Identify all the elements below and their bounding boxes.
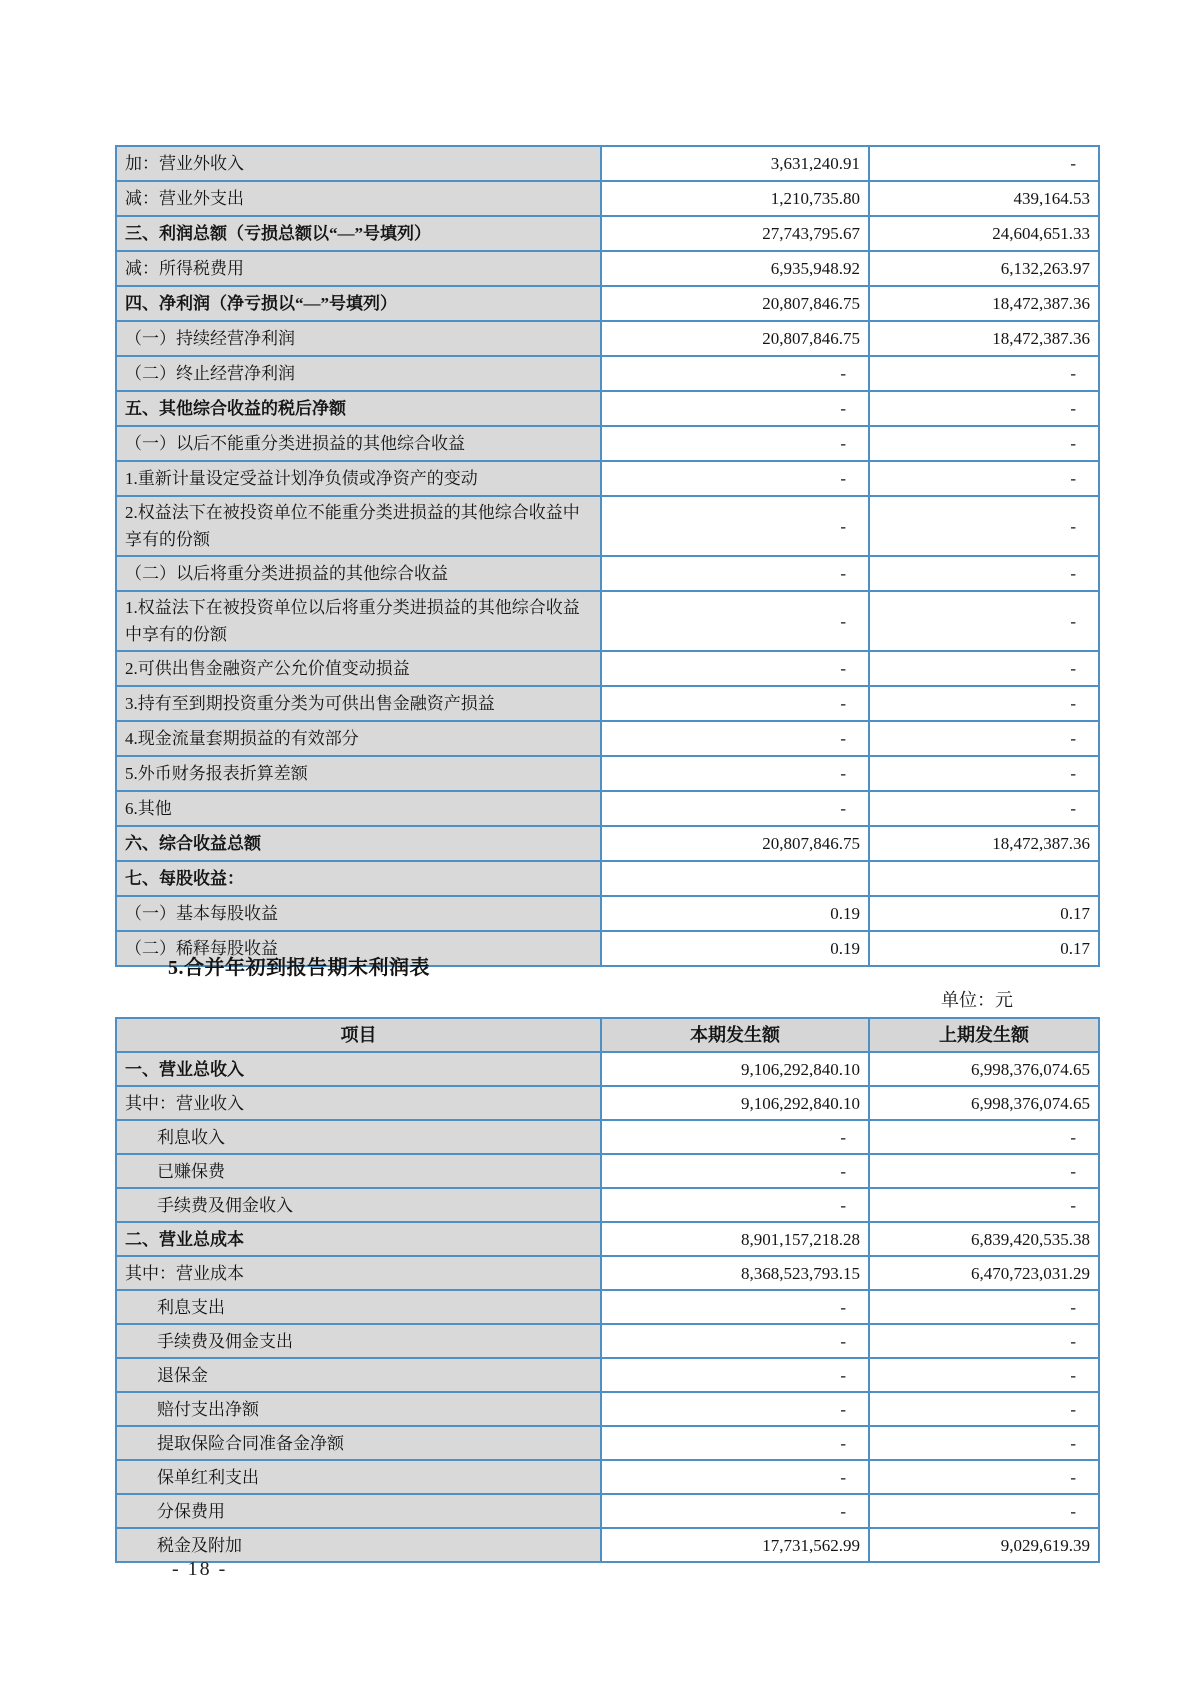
current-period-cell: 8,368,523,793.15 [601,1256,869,1290]
current-period-cell: 9,106,292,840.10 [601,1086,869,1120]
table-row [116,286,1099,321]
table-row [116,1426,1099,1460]
row-label-cell: 6.其他 [116,791,601,826]
current-period-cell: 17,731,562.99 [601,1528,869,1562]
table-row [116,461,1099,496]
row-label-cell: 3.持有至到期投资重分类为可供出售金融资产损益 [116,686,601,721]
table-row [116,1120,1099,1154]
current-period-cell: - [601,1494,869,1528]
current-period-cell [601,861,869,896]
row-label-cell: 六、综合收益总额 [116,826,601,861]
table-row [116,1358,1099,1392]
header-current-period: 本期发生额 [601,1018,869,1052]
current-period-cell: - [601,556,869,591]
current-period-cell: - [601,1290,869,1324]
table-row [116,356,1099,391]
current-period-cell: - [601,461,869,496]
row-label-cell: 提取保险合同准备金净额 [116,1426,601,1460]
table-row [116,1086,1099,1120]
row-label-cell: 减：营业外支出 [116,181,601,216]
current-period-cell: - [601,721,869,756]
row-label-cell: 七、每股收益： [116,861,601,896]
table-row [116,426,1099,461]
unit-label: 单位：元 [941,990,1013,1010]
row-label-cell: 手续费及佣金支出 [116,1324,601,1358]
income-statement-continued-table [115,145,1100,967]
current-period-cell: - [601,1392,869,1426]
table-row [116,686,1099,721]
current-period-cell: - [601,1188,869,1222]
current-period-cell: 1,210,735.80 [601,181,869,216]
prior-period-cell: - [869,391,1099,426]
table-row [116,1324,1099,1358]
table-row [116,216,1099,251]
table-row [116,556,1099,591]
current-period-cell: 20,807,846.75 [601,826,869,861]
table-row [116,391,1099,426]
row-label-cell: 2.可供出售金融资产公允价值变动损益 [116,651,601,686]
row-label-cell: 4.现金流量套期损益的有效部分 [116,721,601,756]
prior-period-cell: 6,839,420,535.38 [869,1222,1099,1256]
prior-period-cell: 6,998,376,074.65 [869,1052,1099,1086]
row-label-cell: 退保金 [116,1358,601,1392]
prior-period-cell: - [869,791,1099,826]
row-label-cell: 利息支出 [116,1290,601,1324]
row-label-cell: 保单红利支出 [116,1460,601,1494]
row-label-cell: 四、净利润（净亏损以“—”号填列） [116,286,601,321]
current-period-cell: - [601,426,869,461]
row-label-cell: 三、利润总额（亏损总额以“—”号填列） [116,216,601,251]
table-row [116,251,1099,286]
prior-period-cell: - [869,686,1099,721]
current-period-cell: - [601,391,869,426]
row-label-cell: 税金及附加 [116,1528,601,1562]
prior-period-cell: - [869,1392,1099,1426]
current-period-cell: 20,807,846.75 [601,321,869,356]
current-period-cell: 8,901,157,218.28 [601,1222,869,1256]
ytd-income-statement-body [116,1052,1099,1562]
ytd-income-statement-table [115,1017,1100,1563]
header-item: 项目 [116,1018,601,1052]
row-label-cell: 五、其他综合收益的税后净额 [116,391,601,426]
table-row [116,1052,1099,1086]
prior-period-cell: - [869,1460,1099,1494]
prior-period-cell: 6,998,376,074.65 [869,1086,1099,1120]
table-row [116,1392,1099,1426]
prior-period-cell: - [869,1494,1099,1528]
table-row [116,1460,1099,1494]
prior-period-cell: 9,029,619.39 [869,1528,1099,1562]
current-period-cell: 3,631,240.91 [601,146,869,181]
prior-period-cell: 18,472,387.36 [869,826,1099,861]
current-period-cell: - [601,651,869,686]
row-label-cell: 其中：营业收入 [116,1086,601,1120]
prior-period-cell: - [869,356,1099,391]
row-label-cell: 其中：营业成本 [116,1256,601,1290]
table-row [116,181,1099,216]
current-period-cell: 6,935,948.92 [601,251,869,286]
prior-period-cell [869,861,1099,896]
table-row [116,591,1099,651]
prior-period-cell: 0.17 [869,931,1099,966]
table-row [116,1528,1099,1562]
row-label-cell: 加：营业外收入 [116,146,601,181]
row-label-cell: （二）终止经营净利润 [116,356,601,391]
table-row [116,861,1099,896]
table-row [116,791,1099,826]
current-period-cell: - [601,1358,869,1392]
table-row [116,1494,1099,1528]
row-label-cell: 手续费及佣金收入 [116,1188,601,1222]
current-period-cell: - [601,791,869,826]
row-label-cell: 分保费用 [116,1494,601,1528]
prior-period-cell: - [869,1290,1099,1324]
current-period-cell: - [601,356,869,391]
income-statement-continued-body [116,146,1099,966]
row-label-cell: （一）以后不能重分类进损益的其他综合收益 [116,426,601,461]
prior-period-cell: - [869,1154,1099,1188]
current-period-cell: 0.19 [601,931,869,966]
prior-period-cell: 0.17 [869,896,1099,931]
current-period-cell: 0.19 [601,896,869,931]
table-row [116,896,1099,931]
prior-period-cell: - [869,146,1099,181]
row-label-cell: （二）稀释每股收益 [116,931,601,966]
prior-period-cell: - [869,756,1099,791]
prior-period-cell: 18,472,387.36 [869,321,1099,356]
prior-period-cell: - [869,591,1099,651]
row-label-cell: 2.权益法下在被投资单位不能重分类进损益的其他综合收益中享有的份额 [116,496,601,556]
prior-period-cell: - [869,1120,1099,1154]
current-period-cell: 27,743,795.67 [601,216,869,251]
table-row [116,721,1099,756]
current-period-cell: - [601,496,869,556]
table-row [116,1188,1099,1222]
current-period-cell: - [601,1154,869,1188]
row-label-cell: 1.权益法下在被投资单位以后将重分类进损益的其他综合收益中享有的份额 [116,591,601,651]
table-header-row [116,1018,1099,1052]
prior-period-cell: 439,164.53 [869,181,1099,216]
table-row [116,756,1099,791]
table-row [116,321,1099,356]
row-label-cell: （一）基本每股收益 [116,896,601,931]
prior-period-cell: - [869,461,1099,496]
current-period-cell: - [601,1120,869,1154]
prior-period-cell: - [869,1324,1099,1358]
current-period-cell: - [601,1324,869,1358]
prior-period-cell: 6,470,723,031.29 [869,1256,1099,1290]
current-period-cell: 20,807,846.75 [601,286,869,321]
row-label-cell: 二、营业总成本 [116,1222,601,1256]
row-label-cell: 减：所得税费用 [116,251,601,286]
header-prior-period: 上期发生额 [869,1018,1099,1052]
prior-period-cell: - [869,426,1099,461]
row-label-cell: 已赚保费 [116,1154,601,1188]
table-row [116,1154,1099,1188]
table-row [116,651,1099,686]
current-period-cell: 9,106,292,840.10 [601,1052,869,1086]
current-period-cell: - [601,1426,869,1460]
current-period-cell: - [601,686,869,721]
table-row [116,1290,1099,1324]
table-row [116,826,1099,861]
table-row [116,1256,1099,1290]
prior-period-cell: - [869,721,1099,756]
prior-period-cell: - [869,556,1099,591]
current-period-cell: - [601,756,869,791]
row-label-cell: （一）持续经营净利润 [116,321,601,356]
current-period-cell: - [601,591,869,651]
prior-period-cell: - [869,1188,1099,1222]
prior-period-cell: - [869,496,1099,556]
row-label-cell: （二）以后将重分类进损益的其他综合收益 [116,556,601,591]
row-label-cell: 1.重新计量设定受益计划净负债或净资产的变动 [116,461,601,496]
page-number: - 18 - [172,1558,228,1580]
current-period-cell: - [601,1460,869,1494]
table-row [116,146,1099,181]
row-label-cell: 赔付支出净额 [116,1392,601,1426]
prior-period-cell: 24,604,651.33 [869,216,1099,251]
row-label-cell: 一、营业总收入 [116,1052,601,1086]
prior-period-cell: - [869,651,1099,686]
prior-period-cell: 18,472,387.36 [869,286,1099,321]
prior-period-cell: 6,132,263.97 [869,251,1099,286]
section-heading: 5.合并年初到报告期末利润表 [168,957,430,979]
prior-period-cell: - [869,1426,1099,1460]
table-row [116,496,1099,556]
row-label-cell: 5.外币财务报表折算差额 [116,756,601,791]
table-row [116,1222,1099,1256]
prior-period-cell: - [869,1358,1099,1392]
row-label-cell: 利息收入 [116,1120,601,1154]
